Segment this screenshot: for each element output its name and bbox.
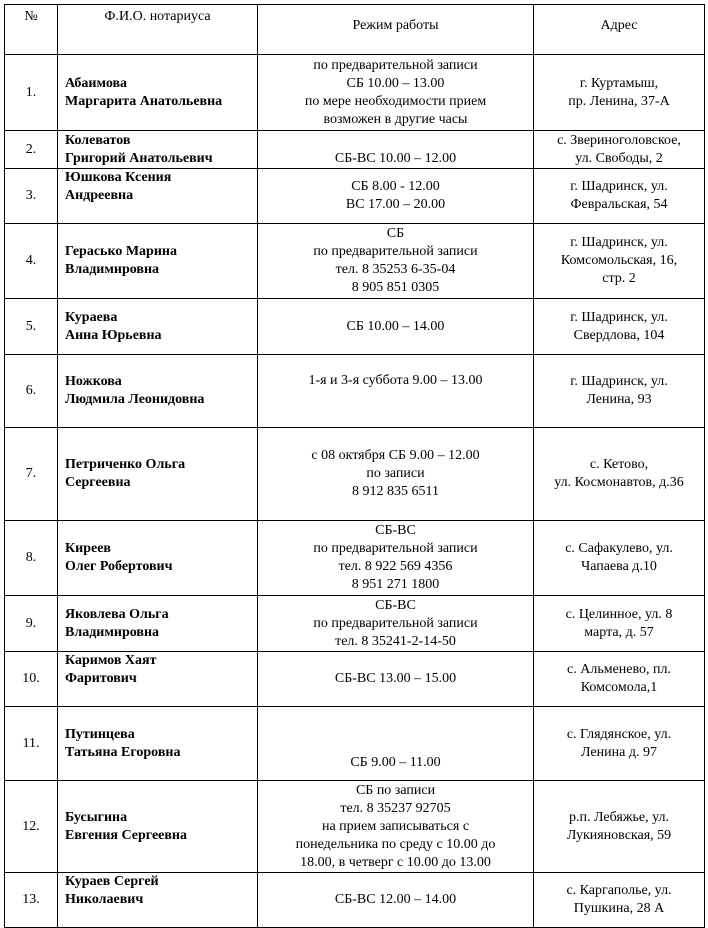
work-schedule: СБ-ВС по предварительной записи тел. 8 35241-2-14-50 [258, 596, 534, 652]
notary-name: Кураев Сергей Николаевич [65, 874, 159, 907]
notary-name: Киреев Олег Робертович [65, 541, 173, 574]
table-row [5, 873, 705, 928]
notary-name: Юшкова Ксения Андреевна [65, 170, 172, 203]
notary-name: Кураева Анна Юрьевна [65, 309, 162, 343]
work-schedule: с 08 октября СБ 9.00 – 12.00 по записи 8 912 835 6511 [258, 428, 534, 521]
work-schedule: СБ по предварительной записи тел. 8 35253 6-35-04 8 905 851 0305 [258, 224, 534, 299]
row-num: 10. [5, 652, 58, 707]
work-schedule: 1-я и 3-я суббота 9.00 – 13.00 [258, 355, 534, 428]
address: г. Шадринск, ул. Комсомольская, 16, стр. 2 [534, 224, 705, 299]
work-schedule: СБ 8.00 - 12.00 ВС 17.00 – 20.00 [258, 169, 534, 224]
address: г. Куртамыш, пр. Ленина, 37-А [534, 55, 705, 131]
work-schedule: по предварительной записи СБ 10.00 – 13.00 по мере необходимости прием возможен в другие часы [258, 55, 534, 131]
table-row [5, 355, 705, 428]
row-num: 4. [5, 224, 58, 299]
header-name: Ф.И.О. нотариуса [58, 5, 258, 55]
table-row [5, 224, 705, 299]
address: с. Кетово, ул. Космонавтов, д.36 [534, 428, 705, 521]
address: г. Шадринск, ул. Свердлова, 104 [534, 299, 705, 355]
work-schedule: СБ-ВС 12.00 – 14.00 [258, 873, 534, 928]
notary-name: Петриченко Ольга Сергеевна [65, 457, 186, 490]
address: с. Целинное, ул. 8 марта, д. 57 [534, 596, 705, 652]
row-num: 12. [5, 781, 58, 873]
work-schedule: СБ-ВС по предварительной записи тел. 8 922 569 4356 8 951 271 1800 [258, 521, 534, 596]
notary-name: Яковлева Ольга Владимировна [65, 606, 169, 640]
work-schedule: СБ-ВС 10.00 – 12.00 [258, 131, 534, 169]
row-num: 13. [5, 873, 58, 928]
work-schedule: СБ 10.00 – 14.00 [258, 299, 534, 355]
address: с. Каргаполье, ул. Пушкина, 28 А [534, 873, 705, 928]
row-num: 5. [5, 299, 58, 355]
work-schedule: СБ по записи тел. 8 35237 92705 на прием записываться с понедельника по среду с 10.00 до 18.00, в четверг с 10.00 до 13.00 [258, 781, 534, 873]
notaries-table [4, 4, 705, 928]
row-num: 2. [5, 131, 58, 169]
notary-name: Абаимова Маргарита Анатольевна [65, 75, 223, 109]
table-row [5, 428, 705, 521]
row-num: 3. [5, 169, 58, 224]
row-num: 9. [5, 596, 58, 652]
header-num: № [5, 5, 58, 55]
notary-name: Каримов Хаят Фаритович [65, 653, 157, 686]
table-row [5, 781, 705, 873]
header-schedule: Режим работы [258, 5, 534, 55]
table-row [5, 596, 705, 652]
table-row [5, 521, 705, 596]
work-schedule: СБ 9.00 – 11.00 [258, 707, 534, 781]
row-num: 7. [5, 428, 58, 521]
notary-name: Ножкова Людмила Леонидовна [65, 374, 205, 407]
address: с. Глядянское, ул. Ленина д. 97 [534, 707, 705, 781]
row-num: 6. [5, 355, 58, 428]
work-schedule: СБ-ВС 13.00 – 15.00 [258, 652, 534, 707]
table-row [5, 707, 705, 781]
notary-name: Колеватов Григорий Анатольевич [65, 132, 213, 166]
row-num: 8. [5, 521, 58, 596]
address: с. Альменево, пл. Комсомола,1 [534, 652, 705, 707]
address: г. Шадринск, ул. Февральская, 54 [534, 169, 705, 224]
address: с. Сафакулево, ул. Чапаева д.10 [534, 521, 705, 596]
table-row [5, 131, 705, 169]
row-num: 11. [5, 707, 58, 781]
table-row [5, 652, 705, 707]
table-row [5, 299, 705, 355]
table-row [5, 55, 705, 131]
table-row [5, 169, 705, 224]
table-header-row [5, 5, 705, 55]
notary-name: Путинцева Татьяна Егоровна [65, 726, 181, 760]
notary-name: Бусыгина Евгения Сергеевна [65, 809, 188, 843]
notary-name: Герасько Марина Владимировна [65, 244, 177, 277]
row-num: 1. [5, 55, 58, 131]
address: р.п. Лебяжье, ул. Лукияновская, 59 [534, 781, 705, 873]
address: г. Шадринск, ул. Ленина, 93 [534, 355, 705, 428]
address: с. Звериноголовское, ул. Свободы, 2 [534, 131, 705, 169]
header-address: Адрес [534, 5, 705, 55]
